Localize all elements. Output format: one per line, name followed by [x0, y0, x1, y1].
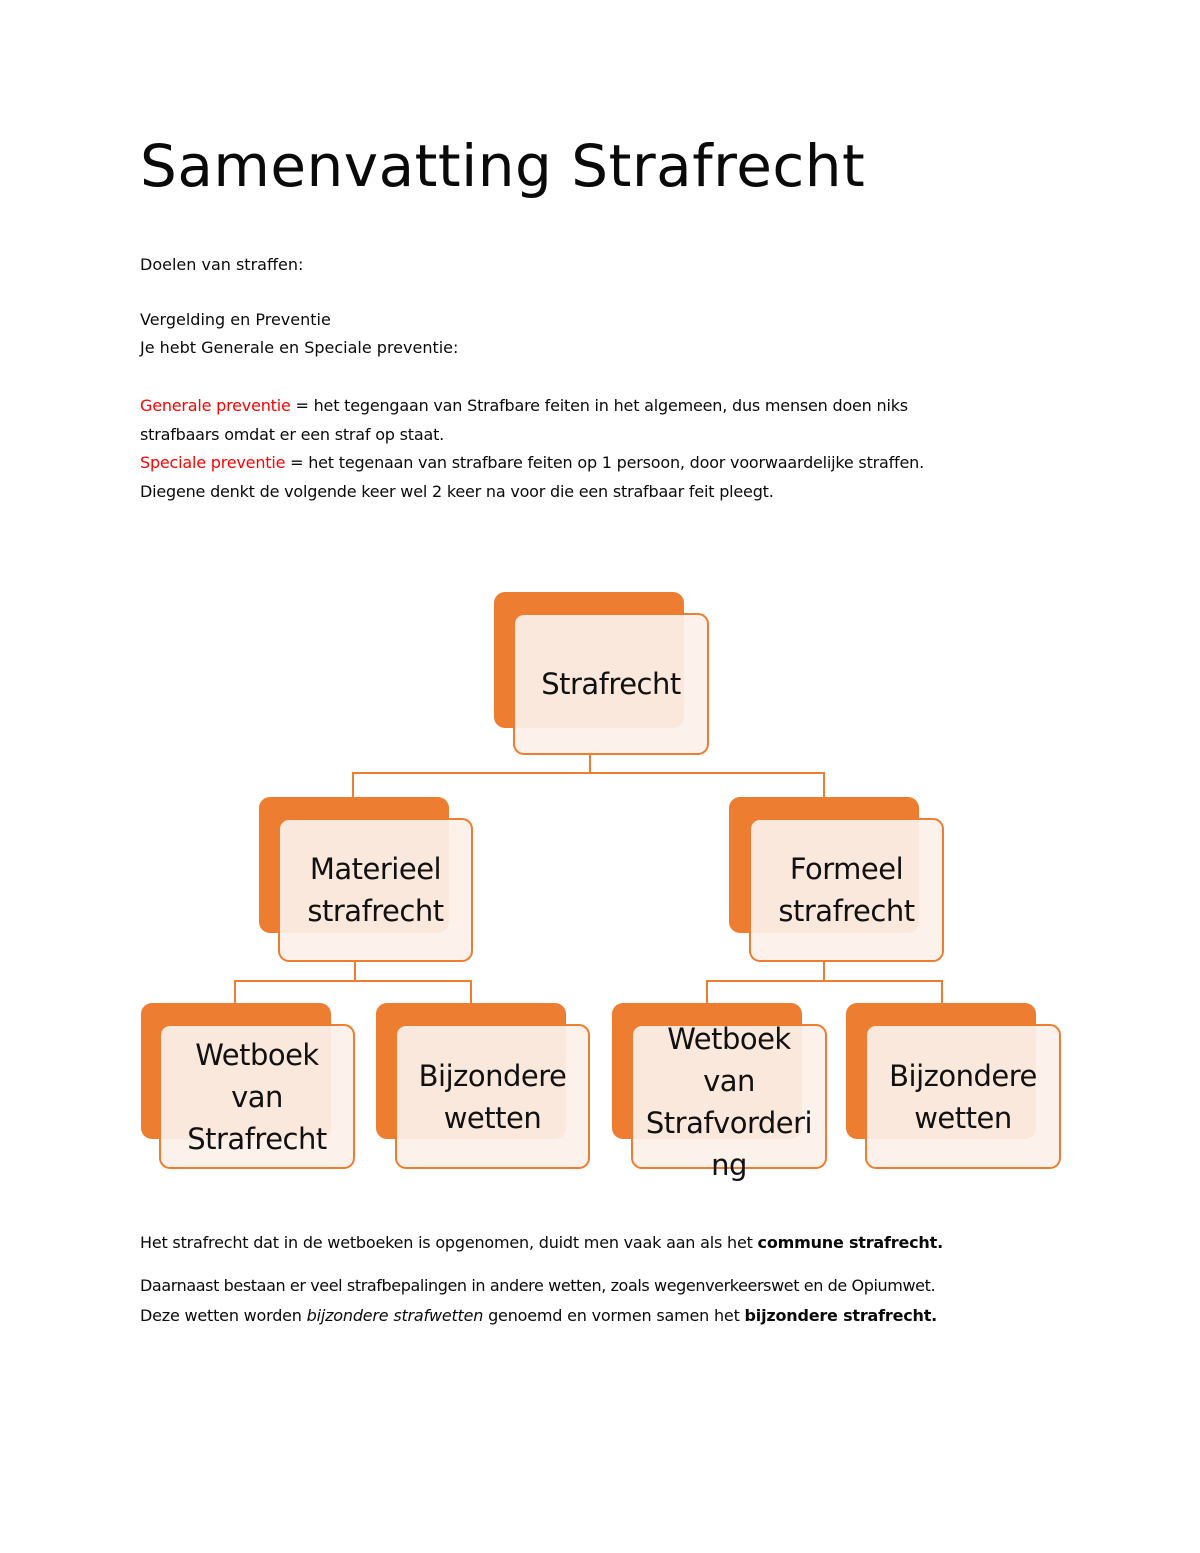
page-title: Samenvatting Strafrecht: [140, 132, 866, 200]
commune-strafrecht-line: [140, 1228, 943, 1257]
bijzondere-strafwetten-term: bijzondere strafwetten: [306, 1306, 484, 1325]
connector-formeel-down: [823, 960, 825, 982]
bijzondere-line2-mid: genoemd en vormen samen het: [483, 1306, 745, 1325]
wetboek-strafrecht-node-label: Wetboek van Strafrecht: [187, 1037, 327, 1156]
generale-preventie-term: Generale preventie: [140, 396, 291, 415]
connector-level1-horizontal: [352, 772, 825, 774]
commune-bold: commune strafrecht: [757, 1233, 938, 1252]
connector-bijzondere2-up: [941, 980, 943, 1004]
connector-materieel-horizontal: [234, 980, 472, 982]
connector-formeel-up: [823, 772, 825, 798]
bijzondere-line2: [140, 1301, 937, 1330]
bijzondere-line2-end: .: [931, 1306, 938, 1325]
speciale-preventie-term: Speciale preventie: [140, 453, 286, 472]
speciale-preventie-line2: Diegene denkt de volgende keer wel 2 keer na voor die een strafbaar feit pleegt.: [140, 482, 774, 501]
je-hebt-line: Je hebt Generale en Speciale preventie:: [140, 338, 459, 357]
connector-materieel-down: [354, 960, 356, 982]
generale-preventie-line2: strafbaars omdat er een straf op staat.: [140, 425, 445, 444]
wetboek-strafrecht-node: [159, 1024, 355, 1169]
bijzondere-wetten-2-node-label: Bijzondere wetten: [889, 1058, 1037, 1135]
bijzondere-line1: Daarnaast bestaan er veel strafbepalingen in andere wetten, zoals wegenverkeerswet en de Opiumwet.: [140, 1276, 936, 1295]
connector-materieel-up: [352, 772, 354, 798]
connector-bijzondere1-up: [470, 980, 472, 1004]
bijzondere-wetten-2-node: [865, 1024, 1061, 1169]
root-node-label: Strafrecht: [541, 667, 681, 701]
root-node: [513, 613, 709, 755]
bijzondere-wetten-1-node-label: Bijzondere wetten: [418, 1058, 567, 1135]
bijzondere-strafrecht-term: bijzondere strafrecht: [744, 1306, 932, 1325]
commune-end: .: [937, 1233, 943, 1252]
materieel-node-label: Materieel strafrecht: [307, 852, 444, 928]
generale-preventie-definition: = het tegengaan van Strafbare feiten in het algemeen, dus mensen doen niks: [290, 396, 908, 415]
speciale-preventie-definition: = het tegenaan van strafbare feiten op 1 persoon, door voorwaardelijke straffen.: [285, 453, 924, 472]
formeel-node-label: Formeel strafrecht: [778, 852, 915, 928]
vergelding-line: Vergelding en Preventie: [140, 310, 331, 329]
commune-text: Het strafrecht dat in de wetboeken is opgenomen, duidt men vaak aan als het: [140, 1233, 758, 1252]
doelen-heading: Doelen van straffen:: [140, 255, 304, 274]
connector-root-down: [589, 752, 591, 774]
materieel-node: [278, 818, 473, 962]
wetboek-strafvordering-node: [631, 1022, 827, 1182]
wetboek-strafvordering-node-label: Wetboek van Strafvorderi ng: [645, 1022, 813, 1182]
connector-formeel-horizontal: [706, 980, 943, 982]
connector-wetboek-sv-up: [706, 980, 708, 1004]
connector-wetboek-sr-up: [234, 980, 236, 1004]
bijzondere-wetten-1-node: [395, 1024, 590, 1169]
formeel-node: [749, 818, 944, 962]
bijzondere-line2-start: Deze wetten worden: [140, 1306, 307, 1325]
